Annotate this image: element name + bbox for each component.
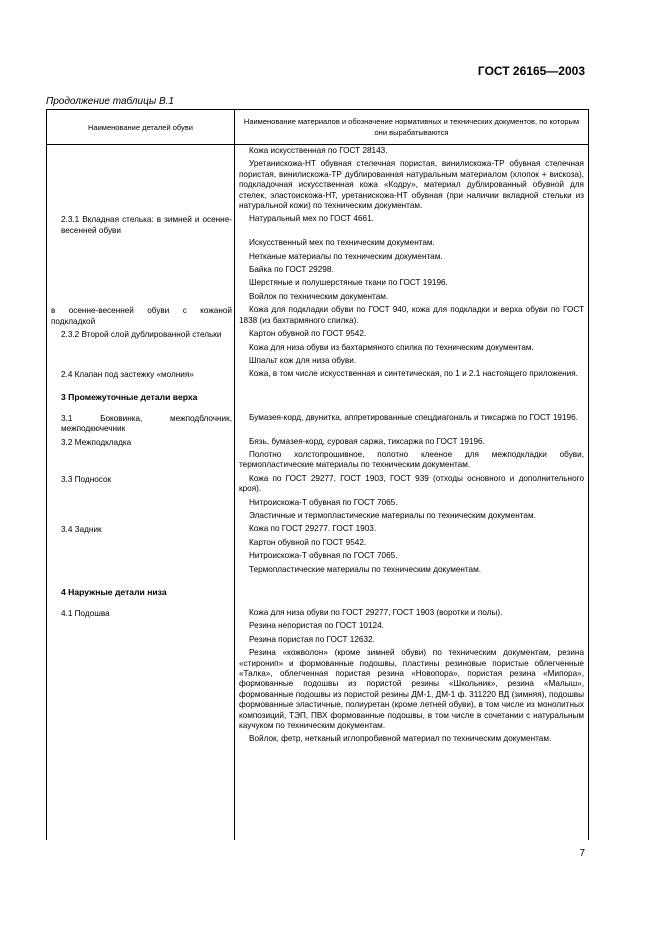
table-row <box>47 342 588 355</box>
part-cell <box>47 537 234 550</box>
part-cell <box>47 213 234 237</box>
material-text: Резина непористая по ГОСТ 10124. <box>249 621 384 631</box>
part-cell <box>47 145 234 158</box>
material-text: Резина пористая по ГОСТ 12632. <box>249 634 375 644</box>
part-cell <box>47 355 234 368</box>
table-row <box>47 523 588 536</box>
material-text: Нитроискожа-Т обувная по ГОСТ 7065. <box>249 551 398 561</box>
material-text: Кожа для низа обуви из бахтармяного спилка по техническим документам. <box>249 342 534 352</box>
material-text: Резина «кожволон» (кроме зимней обуви) по техническим документам, резина «стиронип» и формованные подошвы, пластины резиновые пористые облегченные «Талка», облегченная пористая резина «Новопора», пористая резина «Мипора», формованные подошвы из пористой резины «Школьник», резина «Малыш», формованные подошвы из пористой резины ДМ-1, ДМ-1 ф. 311220 ВД (зимняя), подошвы формованные эластичные, полиуретан (кроме летней обуви), в том числе из монолитных композиций, ТЭП, ПВХ формованные подошвы, в том числе в сочетании с натуральным каучуком по техническим документам. <box>239 648 584 731</box>
part-text: 4.1 Подошва <box>61 609 110 618</box>
part-cell <box>47 564 234 577</box>
table-row <box>47 733 588 746</box>
material-cell <box>234 620 588 633</box>
material-cell <box>234 304 588 328</box>
table-row <box>47 368 588 381</box>
material-text: Шпальт кож для низа обуви. <box>249 355 357 365</box>
material-cell <box>234 523 588 536</box>
table-row <box>47 264 588 277</box>
material-cell <box>234 277 588 290</box>
material-cell <box>234 647 588 733</box>
material-cell <box>234 510 588 523</box>
table-row <box>47 510 588 523</box>
material-text: Кожа, в том числе искусственная и синтетическая, по 1 и 2.1 настоящего приложения. <box>249 369 578 379</box>
part-cell <box>47 342 234 355</box>
part-cell <box>47 436 234 449</box>
material-text: Бумазея-корд, двунитка, аппретированные спецдиагональ и тиксаржа по ГОСТ 19196. <box>249 412 578 422</box>
part-cell <box>47 523 234 536</box>
part-cell <box>47 607 234 620</box>
part-cell <box>47 634 234 647</box>
part-cell <box>47 328 234 341</box>
material-text: Кожа искусственная по ГОСТ 28143. <box>249 146 388 155</box>
material-cell <box>234 251 588 264</box>
material-text: Уретанискожа-НТ обувная стелечная пористая, винилискожа-ТР обувная стелечная пористая, винилискожа-ТР дублированная натуральным материалом (хлопок + вискоза), подкладочная искусственная кожа «Кодру», материал дублированный обувной для стелек, эластоискожа-НТ, уретанискожа-НТ обувная (при наличии вкладной стельки из натуральной кожи) по техническим документам. <box>239 159 584 211</box>
table-row <box>47 291 588 304</box>
table-row <box>47 277 588 290</box>
part-text: 3.2 Межподкладка <box>61 437 132 447</box>
table-row <box>47 158 588 213</box>
part-cell <box>47 550 234 563</box>
table-row <box>47 304 588 328</box>
material-text: Байка по ГОСТ 29298. <box>249 265 334 275</box>
material-text: Полотно холстопрошивное, полотно клееное для межподкладки обуви, термопластические материалы по техническим документам. <box>239 449 584 470</box>
table-row <box>47 564 588 577</box>
part-cell <box>47 251 234 264</box>
part-text: 3.1 Боковинка, межподблочник, межподкючечник <box>61 413 232 434</box>
part-text: 2.3.1 Вкладная стелька: в зимней и осенне-весенней обуви <box>61 215 232 235</box>
material-cell <box>234 634 588 647</box>
material-cell <box>234 264 588 277</box>
material-cell <box>234 355 588 368</box>
part-cell <box>47 412 234 436</box>
material-cell <box>234 473 588 497</box>
part-cell <box>47 620 234 633</box>
table-row <box>47 213 588 237</box>
part-cell <box>47 277 234 290</box>
table-row <box>47 550 588 563</box>
material-text: Картон обувной по ГОСТ 9542. <box>249 329 367 339</box>
material-text: Кожа для подкладки обуви по ГОСТ 940, кожа для подкладки и верха обуви по ГОСТ 1838 (из бахтармяного спилка). <box>239 305 584 325</box>
material-cell <box>234 564 588 577</box>
table-row <box>47 251 588 264</box>
material-cell <box>234 436 588 449</box>
col-header-material: Наименование материалов и обозначение нормативных и технических документов, по которым они вырабатываются <box>243 117 580 137</box>
table-row <box>47 634 588 647</box>
table-header <box>47 110 588 145</box>
materials-table <box>46 109 589 840</box>
material-cell <box>234 550 588 563</box>
table-row <box>47 497 588 510</box>
material-cell <box>234 412 588 436</box>
table-row <box>47 355 588 368</box>
table-row <box>47 647 588 733</box>
material-text: Термопластические материалы по техническим документам. <box>249 564 482 574</box>
material-cell <box>234 449 588 473</box>
material-cell <box>234 537 588 550</box>
part-cell <box>47 647 234 733</box>
part-text: 2.4 Клапан под застежку «молния» <box>61 370 194 380</box>
material-text: Войлок, фетр, нетканый иглопробивной материал по техническим документам. <box>249 734 552 744</box>
table-row <box>47 328 588 341</box>
material-text: Картон обувной по ГОСТ 9542. <box>249 537 367 547</box>
material-text: Бязь, бумазея-корд, суровая саржа, тиксаржа по ГОСТ 19196. <box>249 436 485 446</box>
material-text: Кожа по ГОСТ 29277. ГОСТ 1903. <box>249 524 377 534</box>
material-cell <box>234 158 588 213</box>
part-cell <box>47 264 234 277</box>
material-cell <box>234 733 588 746</box>
material-cell <box>234 368 588 381</box>
material-text: Шерстяные и полушерстяные ткани по ГОСТ 19196. <box>249 278 448 288</box>
material-text: Войлок по техническим документам. <box>249 291 389 301</box>
part-cell <box>47 304 234 328</box>
table-row <box>47 237 588 250</box>
material-cell <box>234 497 588 510</box>
table-row <box>47 436 588 449</box>
part-cell <box>47 449 234 473</box>
part-text: 3.3 Подносок <box>61 474 112 484</box>
table-row <box>47 620 588 633</box>
part-cell <box>47 510 234 523</box>
table-body <box>47 145 588 747</box>
material-text: Нетканые материалы по техническим документам. <box>249 251 443 261</box>
document-code: ГОСТ 26165—2003 <box>477 64 585 78</box>
material-text: Кожа для низа обуви по ГОСТ 29277, ГОСТ 1903 (воротки и полы). <box>249 608 503 617</box>
table-row <box>47 449 588 473</box>
table-row <box>47 412 588 436</box>
material-text: Натуральный мех по ГОСТ 4661. <box>249 214 374 224</box>
section-heading: 4 Наружные детали низа <box>61 587 167 597</box>
material-text: Кожа по ГОСТ 29277, ГОСТ 1903, ГОСТ 939 (отходы основного и дополнительного кроя). <box>239 473 584 494</box>
part-cell <box>47 291 234 304</box>
section-heading: 3 Промежуточные детали верха <box>61 391 198 402</box>
material-cell <box>234 237 588 250</box>
material-cell <box>234 342 588 355</box>
material-cell <box>234 291 588 304</box>
material-text: Нитроискожа-Т обувная по ГОСТ 7065. <box>249 497 398 507</box>
material-cell <box>234 213 588 237</box>
part-cell <box>47 733 234 746</box>
material-text: Искусственный мех по техническим документам. <box>249 238 435 248</box>
part-text: в осенне-весенней обуви с кожаной подкладкой <box>51 306 232 326</box>
part-text: 2.3.2 Второй слой дублированной стельки <box>61 330 222 340</box>
part-cell <box>47 237 234 250</box>
material-cell <box>234 328 588 341</box>
table-row <box>47 607 588 620</box>
page-number: 7 <box>579 848 585 859</box>
table-row <box>47 145 588 158</box>
part-text: 3.4 Задник <box>61 525 102 535</box>
table-caption: Продолжение таблицы В.1 <box>46 96 174 107</box>
material-cell <box>234 607 588 620</box>
table-row <box>47 473 588 497</box>
col-header-part: Наименование деталей обуви <box>47 110 235 144</box>
part-cell <box>47 158 234 213</box>
part-cell <box>47 368 234 381</box>
table-row <box>47 537 588 550</box>
material-cell <box>234 145 588 158</box>
part-cell <box>47 473 234 497</box>
material-text: Эластичные и термопластические материалы по техническим документам. <box>249 510 536 520</box>
part-cell <box>47 497 234 510</box>
